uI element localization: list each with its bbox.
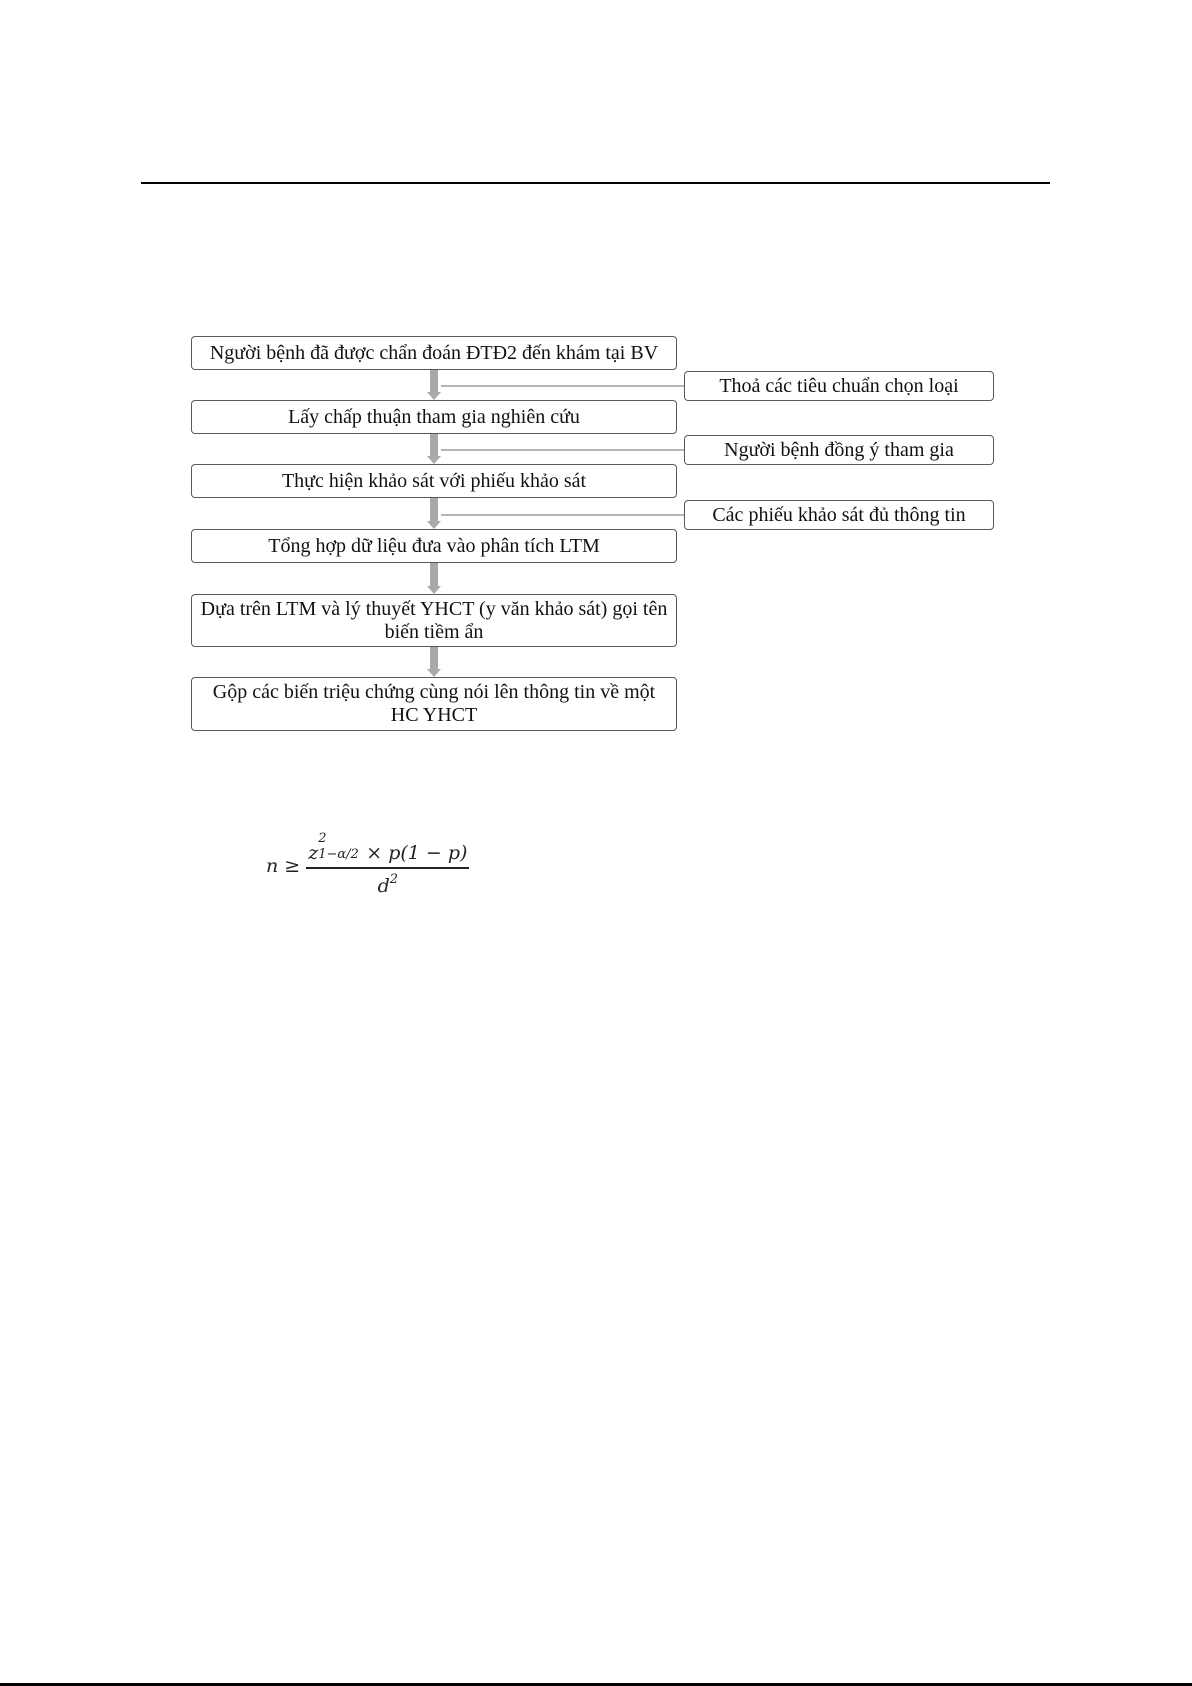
step-box-4: Tổng hợp dữ liệu đưa vào phân tích LTM xyxy=(191,529,677,563)
condition-connector xyxy=(441,449,684,451)
formula-numerator xyxy=(306,831,469,867)
formula-d-sup: 2 xyxy=(389,871,399,887)
condition-box-1: Thoả các tiêu chuẩn chọn loại xyxy=(684,371,994,401)
down-arrow-icon xyxy=(427,647,441,677)
formula-d: d xyxy=(377,874,390,897)
formula-z-sub: 1−α/2 xyxy=(318,847,359,863)
step-box-6: Gộp các biến triệu chứng cùng nói lên thông tin về một HC YHCT xyxy=(191,677,677,731)
down-arrow-icon xyxy=(427,370,441,400)
formula-z-sup: 2 xyxy=(318,831,327,847)
formula-fraction xyxy=(306,831,469,897)
sample-size-formula xyxy=(266,826,469,906)
formula-denominator xyxy=(378,869,398,897)
down-arrow-icon xyxy=(427,563,441,594)
step-box-3: Thực hiện khảo sát với phiếu khảo sát xyxy=(191,464,677,498)
step-box-1: Người bệnh đã được chẩn đoán ĐTĐ2 đến khám tại BV xyxy=(191,336,677,370)
down-arrow-icon xyxy=(427,498,441,529)
condition-connector xyxy=(441,385,684,387)
condition-box-2: Người bệnh đồng ý tham gia xyxy=(684,435,994,465)
formula-z: z xyxy=(308,842,319,865)
formula-lhs: n ≥ xyxy=(266,855,301,877)
condition-box-3: Các phiếu khảo sát đủ thông tin xyxy=(684,500,994,530)
down-arrow-icon xyxy=(427,434,441,464)
step-box-5: Dựa trên LTM và lý thuyết YHCT (y văn khảo sát) gọi tên biến tiềm ẩn xyxy=(191,594,677,647)
formula-numerator-rest: × p(1 − p) xyxy=(360,842,468,865)
step-box-2: Lấy chấp thuận tham gia nghiên cứu xyxy=(191,400,677,434)
header-rule xyxy=(141,182,1050,184)
condition-connector xyxy=(441,514,684,516)
